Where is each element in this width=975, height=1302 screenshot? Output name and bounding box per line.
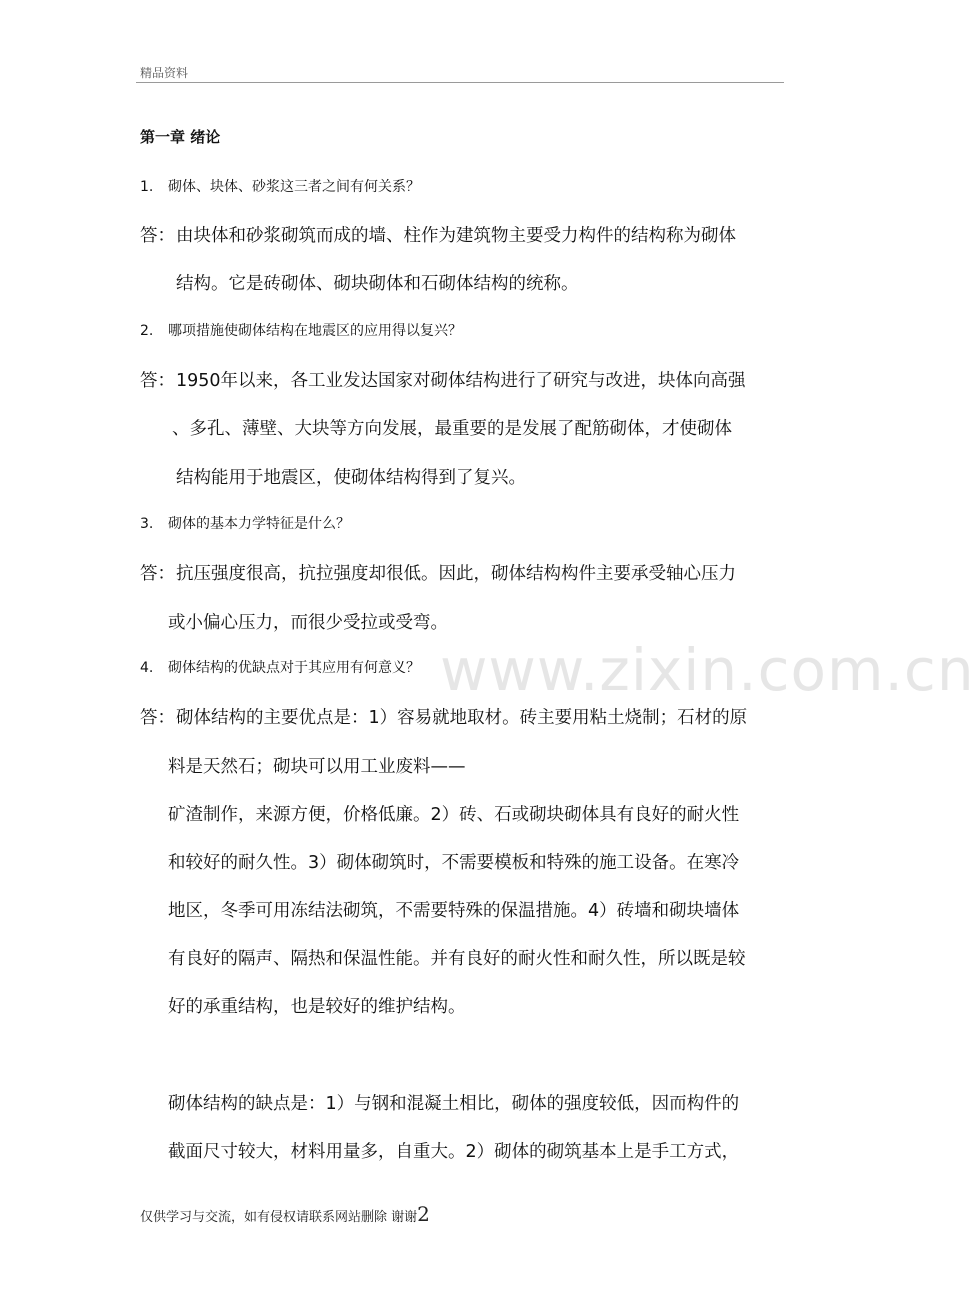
question-number: 1. bbox=[140, 179, 154, 195]
question-4 bbox=[140, 657, 420, 677]
answer-2-line-2: 、多孔、薄壁、大块等方向发展，最重要的是发展了配筋砌体，才使砌体 bbox=[172, 419, 732, 439]
answer-3-line-2: 或小偏心压力，而很少受拉或受弯。 bbox=[168, 613, 448, 633]
answer-2-line-3: 结构能用于地震区，使砌体结构得到了复兴。 bbox=[176, 468, 526, 488]
chapter-title: 第一章 绪论 bbox=[140, 128, 221, 146]
answer-text: 砌体结构的主要优点是：1）容易就地取材。砖主要用粘土烧制；石材的原 bbox=[176, 708, 748, 728]
question-text: 砌体结构的优缺点对于其应用有何意义？ bbox=[168, 660, 420, 676]
answer-lead: 答： bbox=[140, 564, 175, 584]
answer-lead: 答： bbox=[140, 708, 175, 728]
footer bbox=[140, 1202, 430, 1226]
question-2 bbox=[140, 320, 462, 340]
answer-4-line-4: 和较好的耐久性。3）砌体砌筑时，不需要模板和特殊的施工设备。在寒冷 bbox=[168, 853, 740, 873]
answer-3-line-1 bbox=[140, 560, 736, 585]
question-3 bbox=[140, 513, 350, 533]
answer-4-line-1 bbox=[140, 704, 747, 729]
answer-text: 1950年以来，各工业发达国家对砌体结构进行了研究与改进，块体向高强 bbox=[176, 371, 746, 391]
answer-4-line-3: 矿渣制作，来源方便，价格低廉。2）砖、石或砌块砌体具有良好的耐火性 bbox=[168, 805, 740, 825]
question-1 bbox=[140, 176, 420, 196]
question-text: 砌体的基本力学特征是什么？ bbox=[168, 516, 350, 532]
answer-4-drawbacks-line-2: 截面尺寸较大，材料用量多，自重大。2）砌体的砌筑基本上是手工方式， bbox=[168, 1142, 740, 1162]
answer-text: 由块体和砂浆砌筑而成的墙、柱作为建筑物主要受力构件的结构称为砌体 bbox=[176, 226, 736, 246]
question-number: 4. bbox=[140, 660, 154, 676]
question-text: 砌体、块体、砂浆这三者之间有何关系？ bbox=[168, 179, 420, 195]
watermark: www.zixin.com.cn bbox=[440, 636, 975, 704]
page-number: 2 bbox=[417, 1202, 430, 1226]
answer-lead: 答： bbox=[140, 371, 175, 391]
question-number: 2. bbox=[140, 323, 154, 339]
header-divider bbox=[136, 82, 784, 83]
answer-4-line-7: 好的承重结构，也是较好的维护结构。 bbox=[168, 997, 466, 1017]
header-label: 精品资料 bbox=[140, 66, 189, 80]
answer-4-line-2: 料是天然石；砌块可以用工业废料—— bbox=[168, 757, 466, 777]
footer-text: 仅供学习与交流，如有侵权请联系网站删除 谢谢 bbox=[140, 1210, 418, 1225]
question-text: 哪项措施使砌体结构在地震区的应用得以复兴？ bbox=[168, 323, 462, 339]
answer-4-line-5: 地区，冬季可用冻结法砌筑，不需要特殊的保温措施。4）砖墙和砌块墙体 bbox=[168, 901, 740, 921]
answer-2-line-1 bbox=[140, 367, 746, 392]
answer-1-line-2: 结构。它是砖砌体、砌块砌体和石砌体结构的统称。 bbox=[176, 274, 579, 294]
answer-lead: 答： bbox=[140, 226, 175, 246]
question-number: 3. bbox=[140, 516, 154, 532]
answer-text: 抗压强度很高，抗拉强度却很低。因此，砌体结构构件主要承受轴心压力 bbox=[176, 564, 736, 584]
answer-4-drawbacks-line-1: 砌体结构的缺点是：1）与钢和混凝土相比，砌体的强度较低，因而构件的 bbox=[168, 1094, 740, 1114]
answer-4-line-6: 有良好的隔声、隔热和保温性能。并有良好的耐火性和耐久性，所以既是较 bbox=[168, 949, 746, 969]
answer-1-line-1 bbox=[140, 222, 736, 247]
